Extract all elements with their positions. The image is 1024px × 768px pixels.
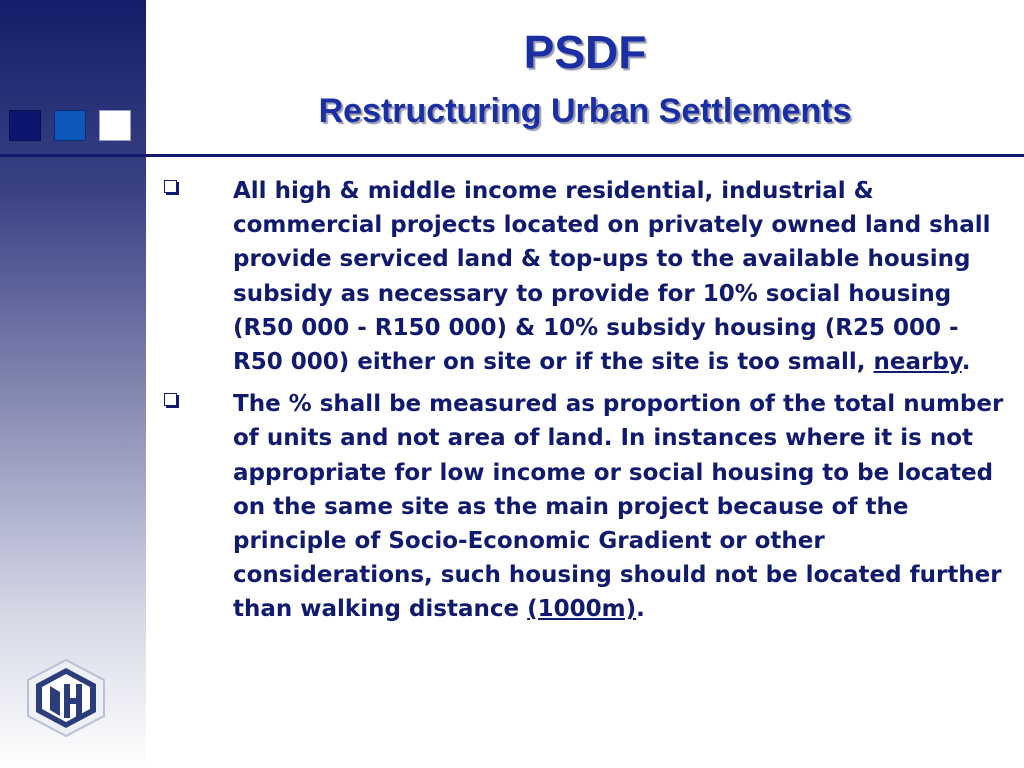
bullet-end: . — [961, 349, 971, 376]
blue-square — [54, 110, 86, 141]
bullet-text — [233, 174, 1014, 379]
bullet-end: . — [636, 596, 645, 623]
underlined-term: nearby — [873, 349, 962, 376]
square-bullet-icon — [164, 180, 177, 193]
decorative-squares — [9, 110, 131, 141]
bullet-body: All high & middle income residential, industrial & commercial projects located on privately owned land shall provide serviced land & top-ups to the available housing subsidy as necessary to provide for 10% social housing (R50 000 - R150 000) & 10% subsidy housing (R25 000 - R50 000) either on site or if the site is too small, — [233, 178, 991, 376]
uh-logo-icon — [20, 656, 112, 738]
square-bullet-icon — [164, 393, 177, 406]
underlined-term: (1000m) — [527, 596, 637, 623]
bullet-text — [233, 387, 1014, 626]
dark-navy-square — [9, 110, 41, 141]
bullet-item — [164, 174, 1014, 379]
slide-subtitle: Restructuring Urban Settlements — [318, 92, 852, 130]
slide-title: PSDF — [523, 26, 647, 78]
title-divider — [0, 154, 1024, 157]
bullet-body: The % shall be measured as proportion of the total number of units and not area of land. In instances where it is not appropriate for low income or social housing to be located on the same site as the main project because of the principle of Socio-Economic Gradient or other considerations, such housing should not be located further than walking distance — [233, 391, 1004, 623]
bullet-item — [164, 387, 1014, 626]
white-square — [99, 110, 131, 141]
bullet-list — [164, 174, 1014, 635]
